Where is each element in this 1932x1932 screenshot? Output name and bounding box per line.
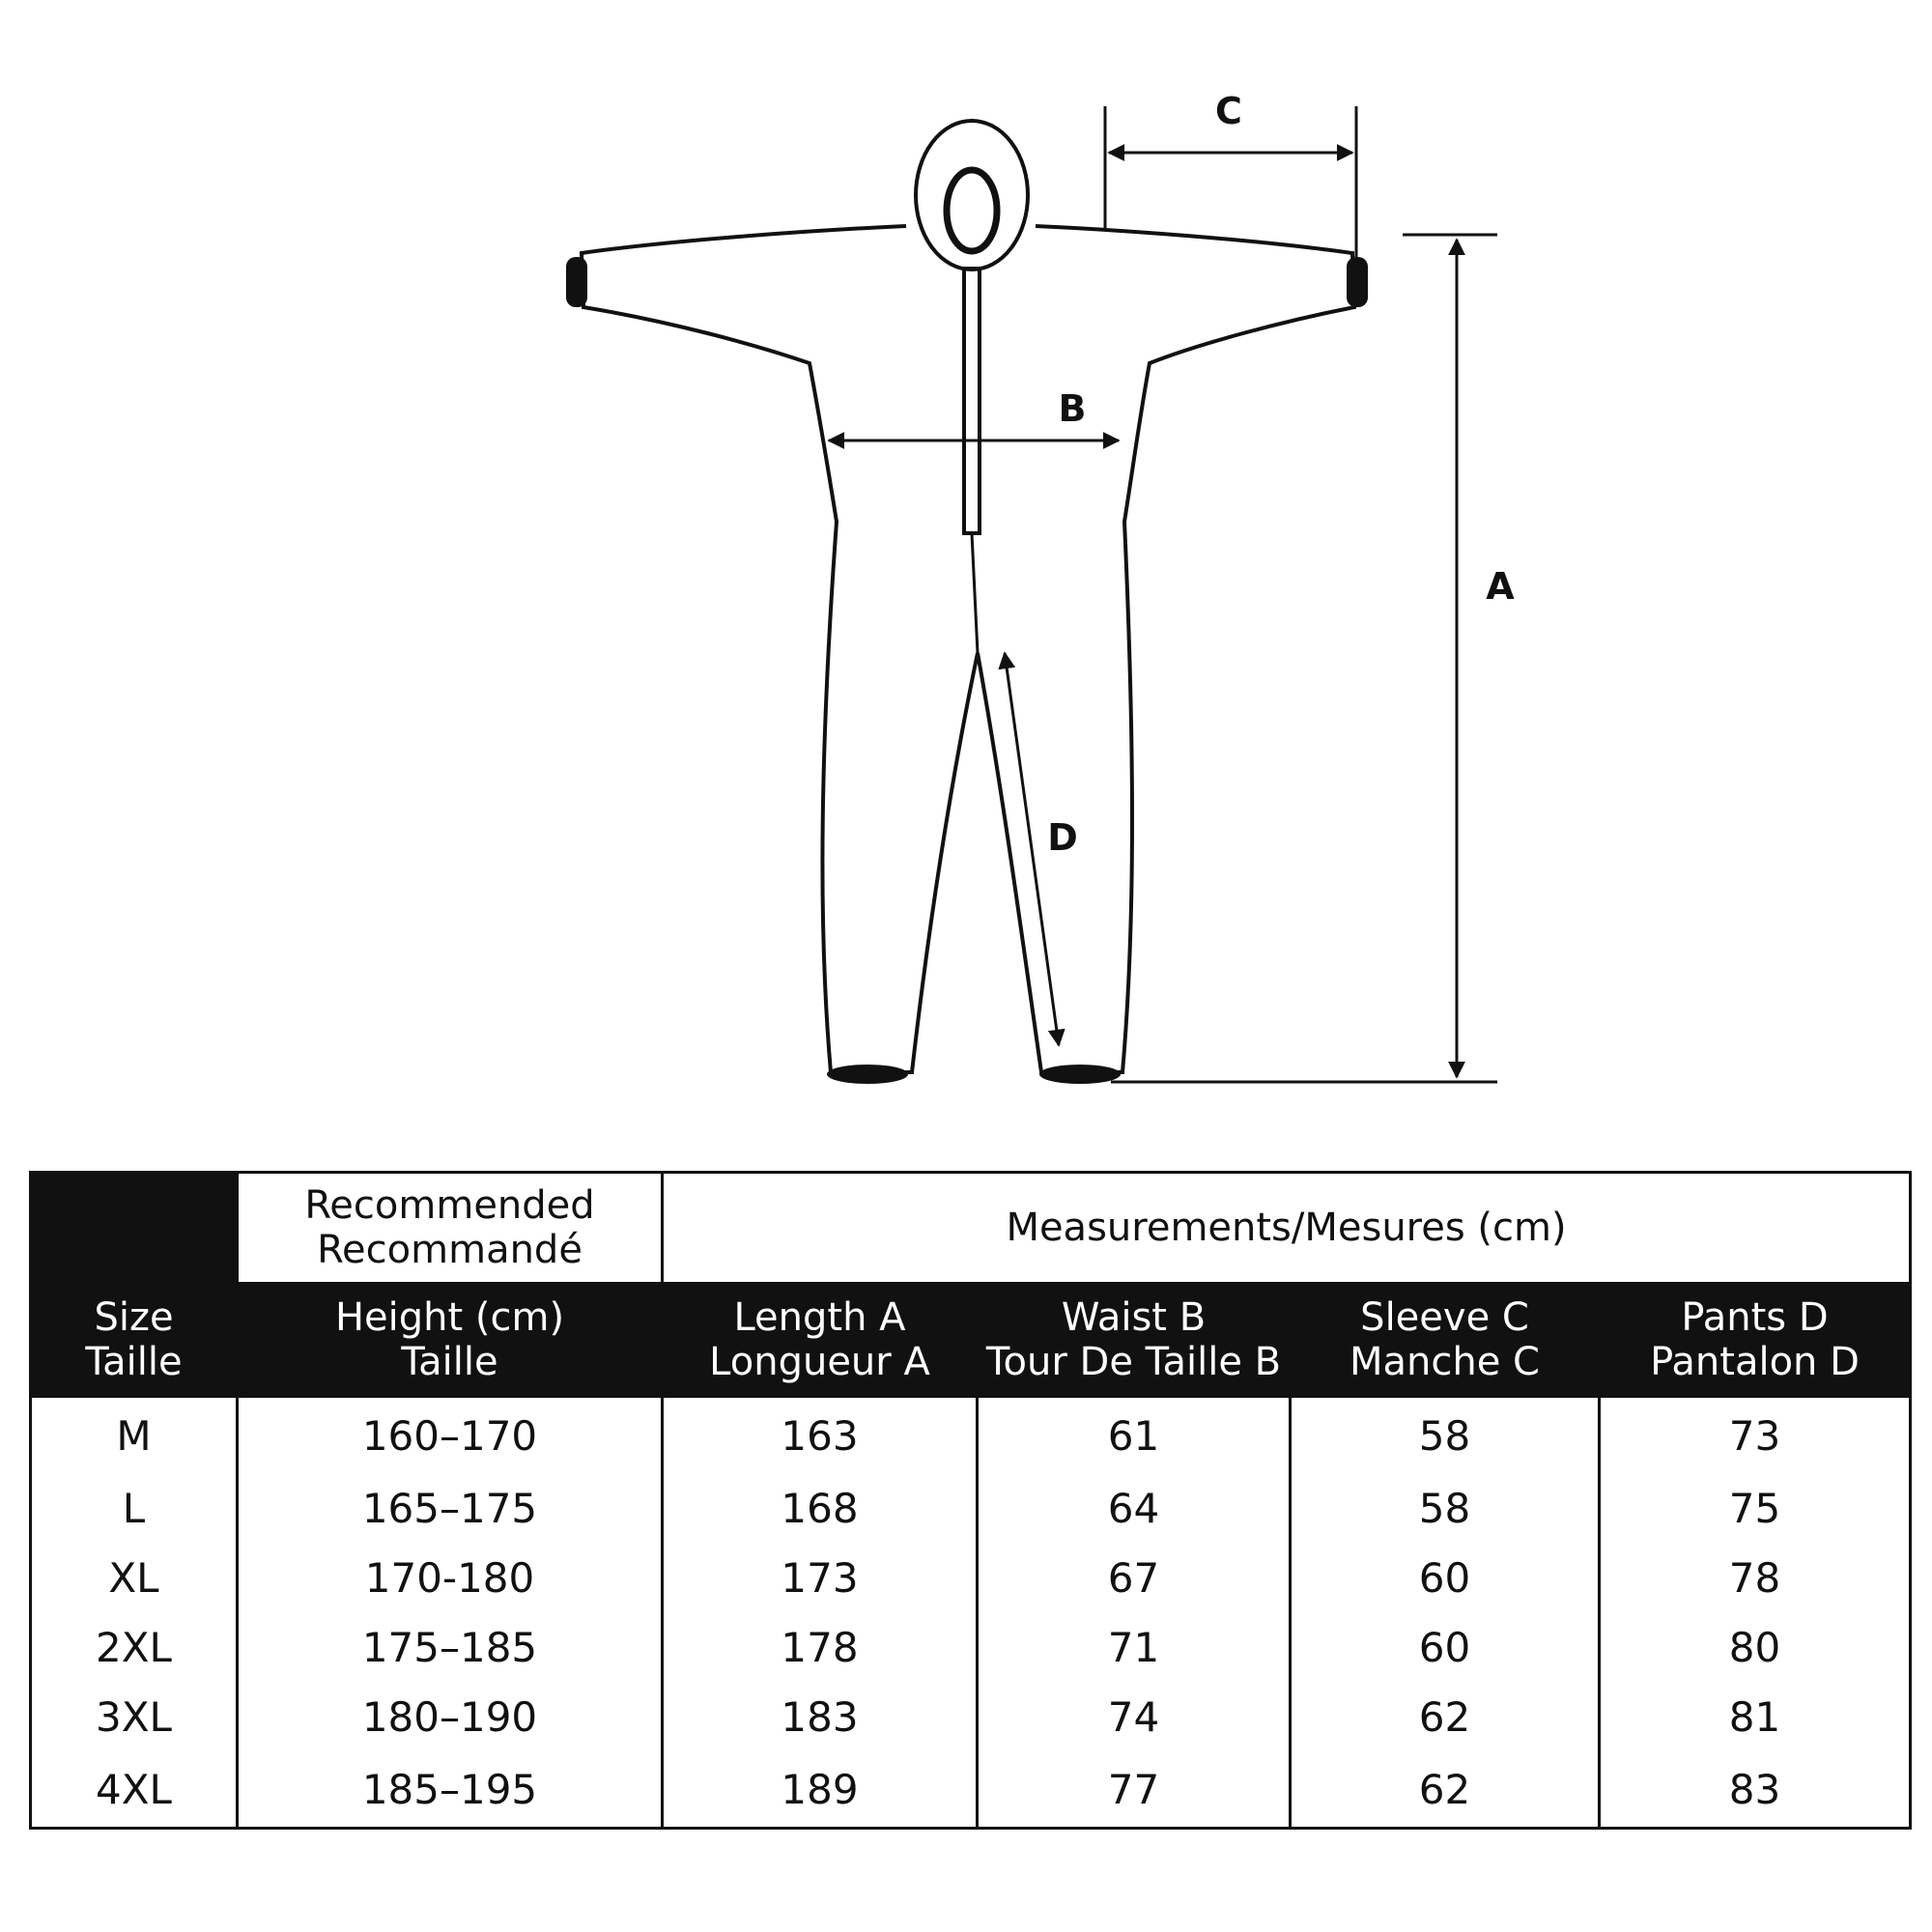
col-length-en: Length A bbox=[733, 1295, 906, 1340]
col-header-pants bbox=[1600, 1284, 1911, 1397]
cell-pants: 78 bbox=[1600, 1543, 1911, 1612]
measurements-header: Measurements/Mesures (cm) bbox=[663, 1173, 1911, 1284]
cell-pants: 83 bbox=[1600, 1751, 1911, 1829]
cell-height: 160–170 bbox=[238, 1397, 663, 1474]
col-height-en: Height (cm) bbox=[334, 1295, 565, 1340]
cell-height: 170-180 bbox=[238, 1543, 663, 1612]
table-row bbox=[31, 1612, 1911, 1682]
cell-height: 165–175 bbox=[238, 1473, 663, 1543]
cell-size: L bbox=[31, 1473, 238, 1543]
cell-size: M bbox=[31, 1397, 238, 1474]
cell-waist: 64 bbox=[978, 1473, 1291, 1543]
cell-size: 3XL bbox=[31, 1682, 238, 1751]
cell-sleeve: 60 bbox=[1291, 1612, 1600, 1682]
cell-sleeve: 62 bbox=[1291, 1682, 1600, 1751]
col-header-sleeve bbox=[1291, 1284, 1600, 1397]
table-header-group-row bbox=[31, 1173, 1911, 1284]
table-row bbox=[31, 1397, 1911, 1474]
cell-waist: 74 bbox=[978, 1682, 1291, 1751]
size-chart-table bbox=[29, 1171, 1912, 1830]
col-header-size bbox=[31, 1284, 238, 1397]
cell-length: 178 bbox=[663, 1612, 978, 1682]
label-d: D bbox=[1047, 816, 1078, 859]
hood-outline bbox=[916, 121, 1028, 270]
col-pants-fr: Pantalon D bbox=[1650, 1340, 1860, 1384]
zipper bbox=[964, 269, 980, 533]
col-size-en: Size bbox=[94, 1295, 174, 1340]
recommended-header bbox=[238, 1173, 663, 1284]
cell-pants: 80 bbox=[1600, 1612, 1911, 1682]
cell-pants: 75 bbox=[1600, 1473, 1911, 1543]
crotch-line bbox=[972, 533, 978, 653]
cell-length: 168 bbox=[663, 1473, 978, 1543]
col-size-fr: Taille bbox=[85, 1340, 183, 1384]
table-row bbox=[31, 1682, 1911, 1751]
col-header-waist bbox=[978, 1284, 1291, 1397]
col-length-fr: Longueur A bbox=[709, 1340, 930, 1384]
col-sleeve-en: Sleeve C bbox=[1360, 1295, 1529, 1340]
table-row bbox=[31, 1751, 1911, 1829]
cell-pants: 81 bbox=[1600, 1682, 1911, 1751]
cell-waist: 71 bbox=[978, 1612, 1291, 1682]
col-waist-en: Waist B bbox=[1061, 1295, 1207, 1340]
cell-length: 189 bbox=[663, 1751, 978, 1829]
cell-pants: 73 bbox=[1600, 1397, 1911, 1474]
cell-height: 180–190 bbox=[238, 1682, 663, 1751]
recommended-fr: Recommandé bbox=[317, 1228, 582, 1272]
size-header-blank bbox=[31, 1173, 238, 1284]
cell-sleeve: 58 bbox=[1291, 1397, 1600, 1474]
label-b: B bbox=[1058, 387, 1087, 430]
label-c: C bbox=[1215, 90, 1242, 132]
col-waist-fr: Tour De Taille B bbox=[985, 1340, 1282, 1384]
col-header-height bbox=[238, 1284, 663, 1397]
left-cuff bbox=[566, 257, 587, 307]
cell-length: 183 bbox=[663, 1682, 978, 1751]
recommended-en: Recommended bbox=[304, 1183, 595, 1228]
cell-sleeve: 62 bbox=[1291, 1751, 1600, 1829]
cell-waist: 77 bbox=[978, 1751, 1291, 1829]
table-header-row bbox=[31, 1284, 1911, 1397]
cell-size: XL bbox=[31, 1543, 238, 1612]
cell-waist: 67 bbox=[978, 1543, 1291, 1612]
col-sleeve-fr: Manche C bbox=[1350, 1340, 1540, 1384]
cell-waist: 61 bbox=[978, 1397, 1291, 1474]
table-row bbox=[31, 1543, 1911, 1612]
table-row bbox=[31, 1473, 1911, 1543]
cell-size: 4XL bbox=[31, 1751, 238, 1829]
cell-sleeve: 58 bbox=[1291, 1473, 1600, 1543]
coverall-outline bbox=[582, 226, 1354, 1072]
cell-length: 163 bbox=[663, 1397, 978, 1474]
cell-height: 175–185 bbox=[238, 1612, 663, 1682]
col-pants-en: Pants D bbox=[1681, 1295, 1829, 1340]
label-a: A bbox=[1486, 565, 1515, 608]
col-header-length bbox=[663, 1284, 978, 1397]
right-cuff bbox=[1347, 257, 1368, 307]
left-ankle-cuff bbox=[827, 1065, 908, 1084]
cell-height: 185–195 bbox=[238, 1751, 663, 1829]
right-ankle-cuff bbox=[1039, 1065, 1121, 1084]
cell-size: 2XL bbox=[31, 1612, 238, 1682]
col-height-fr: Taille bbox=[401, 1340, 498, 1384]
cell-length: 173 bbox=[663, 1543, 978, 1612]
cell-sleeve: 60 bbox=[1291, 1543, 1600, 1612]
dimension-a bbox=[1111, 235, 1497, 1082]
